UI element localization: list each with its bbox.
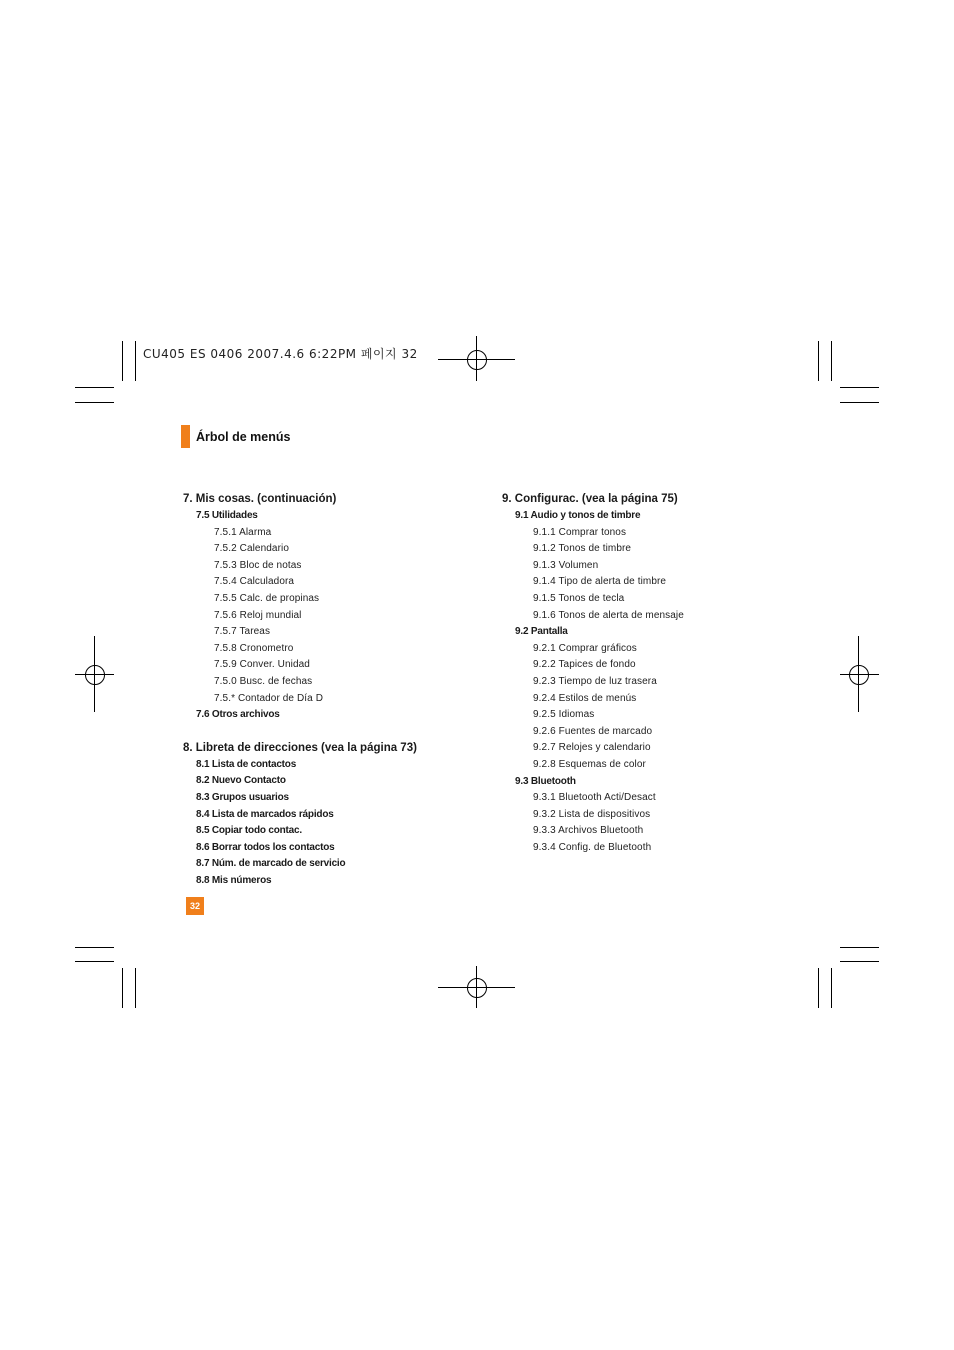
menu-subsection-title: 7.5 Utilidades [196,510,258,521]
section-header-accent-bar [181,425,190,448]
menu-item: 7.5.9 Conver. Unidad [214,659,310,671]
crop-mark-line [75,947,114,948]
menu-item: 7.5.1 Alarma [214,526,272,538]
menu-item: 7.5.* Contador de Día D [214,692,324,704]
menu-section-title: 9. Configurac. (vea la página 75) [502,493,678,505]
menu-item: 9.2.7 Relojes y calendario [533,742,651,754]
crop-mark-line [840,387,879,388]
crop-mark-line [122,968,123,1008]
crop-mark-line [135,341,136,381]
menu-section-title: 8. Libreta de direcciones (vea la página 73) [183,741,417,754]
crop-mark-line [75,387,114,388]
menu-item: 9.3.4 Config. de Bluetooth [533,841,652,853]
menu-subsection-title: 8.3 Grupos usuarios [196,791,289,803]
menu-item: 7.5.6 Reloj mundial [214,609,302,621]
menu-item: 7.5.8 Cronometro [214,642,294,654]
menu-subsection-title: 8.6 Borrar todos los contactos [196,841,335,853]
menu-item: 7.5.7 Tareas [214,626,271,638]
menu-item: 9.1.6 Tonos de alerta de mensaje [533,609,684,621]
menu-section [183,739,483,890]
menu-item: 9.3.1 Bluetooth Acti/Desact [533,792,656,804]
crop-mark-line [831,968,832,1008]
menu-subsection-title: 8.5 Copiar todo contac. [196,825,302,837]
menu-item: 9.2.5 Idiomas [533,709,595,721]
menu-subsection-title: 8.1 Lista de contactos [196,758,297,770]
crop-mark-line [840,961,879,962]
crop-mark-line [75,961,114,962]
menu-subsection-title: 8.2 Nuevo Contacto [196,775,286,787]
menu-section-title: 7. Mis cosas. (continuación) [183,493,337,505]
menu-tree-left-column [183,490,483,889]
crop-mark-line [818,968,819,1008]
menu-item: 9.2.6 Fuentes de marcado [533,725,653,737]
menu-item: 7.5.4 Calculadora [214,576,295,588]
menu-item: 7.5.5 Calc. de propinas [214,592,320,604]
crop-mark-line [135,968,136,1008]
menu-item: 9.2.2 Tapices de fondo [533,659,636,671]
menu-item: 9.2.8 Esquemas de color [533,758,646,770]
menu-section [183,490,483,724]
crop-mark-line [840,402,879,403]
crop-mark-line [122,341,123,381]
menu-item: 9.1.4 Tipo de alerta de timbre [533,576,667,588]
menu-item: 9.3.3 Archivos Bluetooth [533,825,644,837]
menu-item: 9.1.2 Tonos de timbre [533,543,632,555]
menu-item: 9.3.2 Lista de dispositivos [533,808,651,820]
menu-item: 7.5.2 Calendario [214,543,289,555]
menu-item: 9.2.1 Comprar gráficos [533,642,637,654]
menu-subsection-title: 8.4 Lista de marcados rápidos [196,808,334,820]
menu-subsection-title: 8.7 Núm. de marcado de servicio [196,858,346,870]
menu-subsection-title: 9.1 Audio y tonos de timbre [515,510,641,521]
crop-mark-line [75,402,114,403]
menu-item: 9.1.3 Volumen [533,559,599,571]
print-slug-line: CU405 ES 0406 2007.4.6 6:22PM 페이지 32 [143,347,418,361]
menu-section [502,490,802,856]
menu-item: 9.1.1 Comprar tonos [533,526,627,538]
menu-item: 7.5.0 Busc. de fechas [214,675,313,687]
menu-item: 9.2.4 Estilos de menús [533,692,637,704]
menu-subsection-title: 7.6 Otros archivos [196,709,280,721]
menu-subsection-title: 9.2 Pantalla [515,626,568,638]
page-number-badge: 32 [186,897,204,915]
crop-mark-line [831,341,832,381]
menu-item: 7.5.3 Bloc de notas [214,559,302,571]
menu-subsection-title: 9.3 Bluetooth [515,775,576,787]
menu-item: 9.2.3 Tiempo de luz trasera [533,675,657,687]
menu-subsection-title: 8.8 Mis números [196,874,272,886]
page-title: Árbol de menús [196,430,291,444]
crop-mark-line [840,947,879,948]
menu-tree-right-column [502,490,802,856]
crop-mark-line [818,341,819,381]
menu-item: 9.1.5 Tonos de tecla [533,592,625,604]
